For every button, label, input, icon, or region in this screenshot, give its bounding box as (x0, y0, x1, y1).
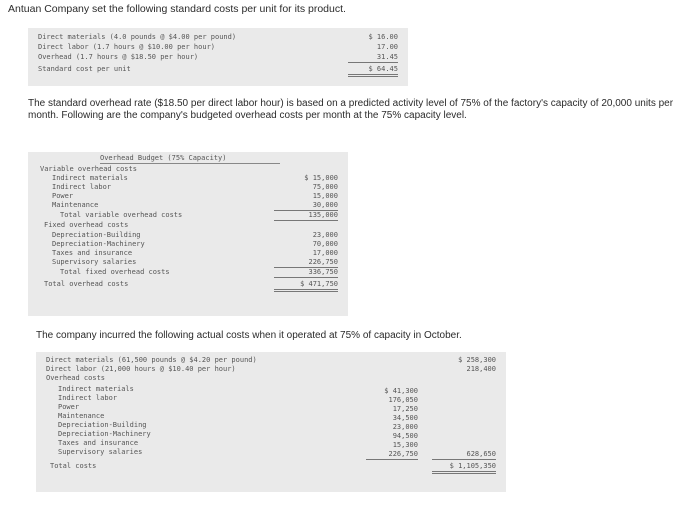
budget-item-label: Depreciation-Building (52, 231, 141, 239)
budget-title: Overhead Budget (75% Capacity) (100, 154, 227, 162)
std-row-label: Standard cost per unit (38, 65, 131, 73)
budget-item-label: Power (52, 192, 74, 200)
variable-heading: Variable overhead costs (40, 165, 137, 173)
budget-item-amount: 23,000 (312, 231, 338, 239)
actual-item-amount: 15,300 (392, 441, 418, 449)
overhead-rate-paragraph: The standard overhead rate ($18.50 per direct labor hour) is based on a predicted activity level of 75% of the factory's capacity of 20,000 units per month. Following are the company's budgeted overhead costs per month at the 75% capacity level. (28, 98, 674, 121)
std-row-amount: 31.45 (348, 53, 398, 63)
overhead-budget-panel (28, 152, 348, 316)
std-row-amount: 17.00 (376, 43, 398, 51)
budget-item-amount: 15,000 (312, 192, 338, 200)
budget-item-amount: 75,000 (312, 183, 338, 191)
actual-item-label: Indirect materials (58, 385, 134, 393)
fixed-heading: Fixed overhead costs (44, 221, 129, 229)
actual-item-amount: $ 41,300 (384, 387, 418, 395)
actual-overhead-heading: Overhead costs (46, 374, 106, 382)
std-row-amount: $ 64.45 (348, 65, 398, 77)
total-fixed-label: Total fixed overhead costs (60, 268, 170, 276)
actual-direct-labor-amount: 218,400 (466, 365, 496, 373)
actual-costs-panel (36, 352, 506, 492)
budget-item-label: Indirect materials (52, 174, 128, 182)
actual-overhead-total: 628,650 (432, 450, 496, 460)
actual-direct-labor-label: Direct labor (21,000 hours @ $10.40 per hour) (46, 365, 236, 373)
budget-item-label: Indirect labor (52, 183, 112, 191)
intro-text: Antuan Company set the following standard costs per unit for its product. (8, 3, 346, 15)
std-row-label: Direct labor (1.7 hours @ $10.00 per hour) (38, 43, 216, 51)
actual-item-label: Taxes and insurance (58, 439, 139, 447)
standard-costs-panel (28, 28, 408, 86)
actual-item-amount: 94,500 (392, 432, 418, 440)
actual-total-costs-amount: $ 1,105,350 (432, 462, 496, 474)
std-row-label: Overhead (1.7 hours @ $18.50 per hour) (38, 53, 199, 61)
actual-direct-materials-amount: $ 258,300 (458, 356, 496, 364)
budget-item-label: Supervisory salaries (52, 258, 137, 266)
std-row-label: Direct materials (4.0 pounds @ $4.00 per pound) (38, 33, 237, 41)
budget-item-amount: 17,000 (312, 249, 338, 257)
actual-item-amount: 23,000 (392, 423, 418, 431)
actual-costs-intro: The company incurred the following actual costs when it operated at 75% of capacity in October. (36, 330, 462, 341)
budget-item-label: Depreciation-Machinery (52, 240, 145, 248)
actual-direct-materials-label: Direct materials (61,500 pounds @ $4.20 per pound) (46, 356, 257, 364)
budget-item-label: Maintenance (52, 201, 99, 209)
actual-item-label: Indirect labor (58, 394, 118, 402)
std-row-amount: $ 16.00 (368, 33, 398, 41)
total-variable-amount: 135,000 (274, 211, 338, 221)
actual-item-amount: 176,050 (388, 396, 418, 404)
budget-item-amount: 30,000 (274, 201, 338, 211)
actual-item-label: Depreciation-Building (58, 421, 147, 429)
actual-total-costs-label: Total costs (50, 462, 97, 470)
total-overhead-amount: $ 471,750 (274, 280, 338, 292)
budget-item-amount: 226,750 (274, 258, 338, 268)
actual-item-amount: 34,500 (392, 414, 418, 422)
actual-item-label: Power (58, 403, 80, 411)
budget-item-amount: 70,000 (312, 240, 338, 248)
total-variable-label: Total variable overhead costs (60, 211, 183, 219)
actual-item-label: Supervisory salaries (58, 448, 143, 456)
budget-title-rule (100, 163, 280, 164)
actual-item-amount: 17,250 (392, 405, 418, 413)
budget-item-label: Taxes and insurance (52, 249, 133, 257)
budget-item-amount: $ 15,000 (304, 174, 338, 182)
actual-item-label: Depreciation-Machinery (58, 430, 151, 438)
actual-item-amount: 226,750 (366, 450, 418, 460)
total-overhead-label: Total overhead costs (44, 280, 129, 288)
total-fixed-amount: 336,750 (274, 268, 338, 278)
actual-item-label: Maintenance (58, 412, 105, 420)
